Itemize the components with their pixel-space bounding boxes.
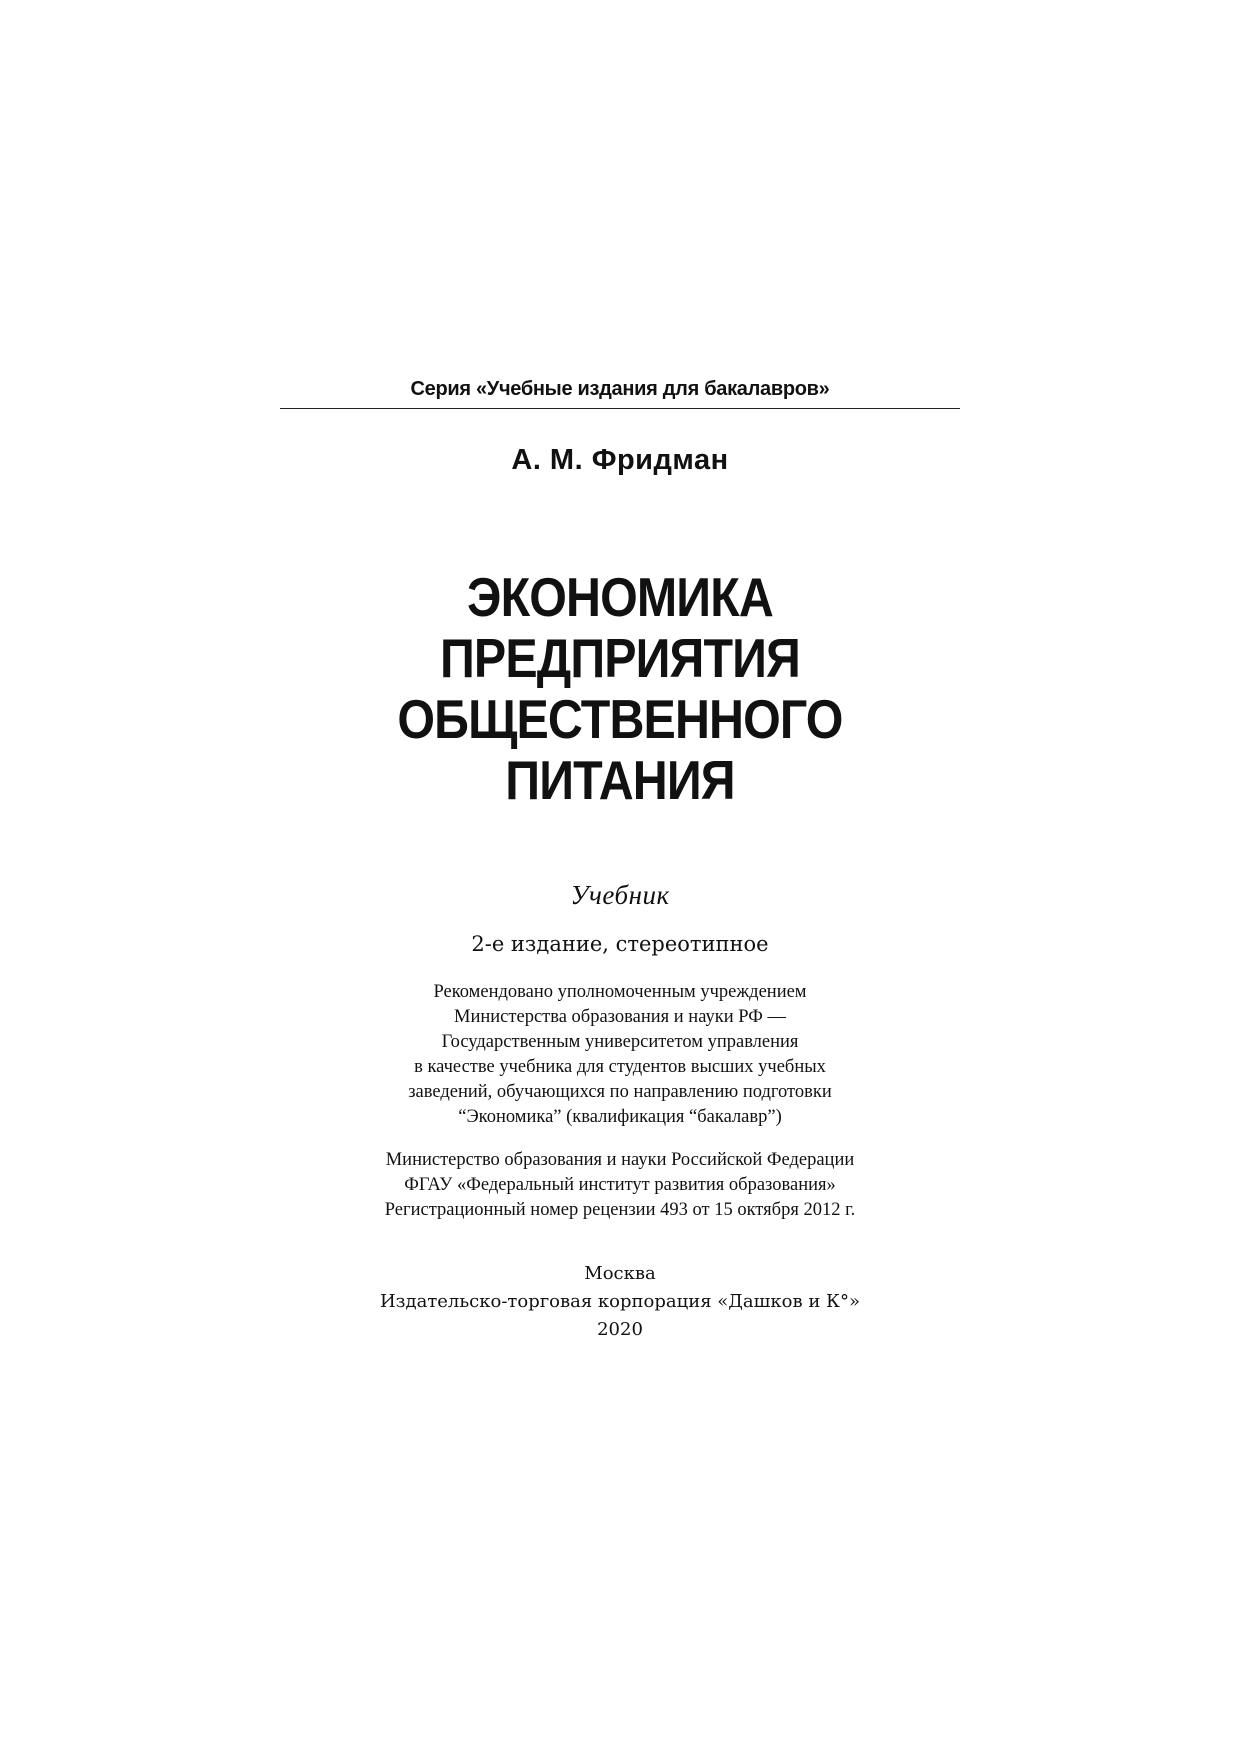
title-line: ПИТАНИЯ — [505, 749, 735, 811]
book-title — [233, 567, 1007, 811]
ministry-line: ФГАУ «Федеральный институт развития образования» — [404, 1175, 836, 1195]
edition-info: 2-е издание, стереотипное — [471, 932, 769, 956]
recommendation-block — [260, 980, 980, 1130]
title-line: ПРЕДПРИЯТИЯ — [440, 627, 800, 689]
series-name: Серия «Учебные издания для бакалавров» — [410, 378, 830, 400]
recommendation-line: Рекомендовано уполномоченным учреждением — [433, 982, 807, 1002]
recommendation-line: Государственным университетом управления — [441, 1032, 799, 1052]
author-name: А. М. Фридман — [511, 444, 729, 476]
imprint-year: 2020 — [597, 1319, 643, 1340]
recommendation-line: в качестве учебника для студентов высших учебных — [414, 1057, 826, 1077]
ministry-line: Регистрационный номер рецензии 493 от 15 октября 2012 г. — [384, 1200, 856, 1220]
title-line: ОБЩЕСТВЕННОГО — [397, 688, 843, 750]
imprint-publisher: Издательско-торговая корпорация «Дашков и К°» — [379, 1291, 860, 1312]
recommendation-line: заведений, обучающихся по направлению подготовки — [408, 1082, 832, 1102]
title-line: ЭКОНОМИКА — [467, 566, 773, 628]
recommendation-line: “Экономика” (квалификация “бакалавр”) — [458, 1107, 782, 1127]
ministry-block — [260, 1148, 980, 1223]
ministry-line: Министерство образования и науки Российской Федерации — [385, 1150, 855, 1170]
imprint-block — [260, 1260, 980, 1344]
imprint-city: Москва — [584, 1263, 656, 1284]
book-genre: Учебник — [570, 880, 670, 910]
series-divider — [280, 408, 960, 409]
recommendation-line: Министерства образования и науки РФ — — [454, 1007, 786, 1027]
